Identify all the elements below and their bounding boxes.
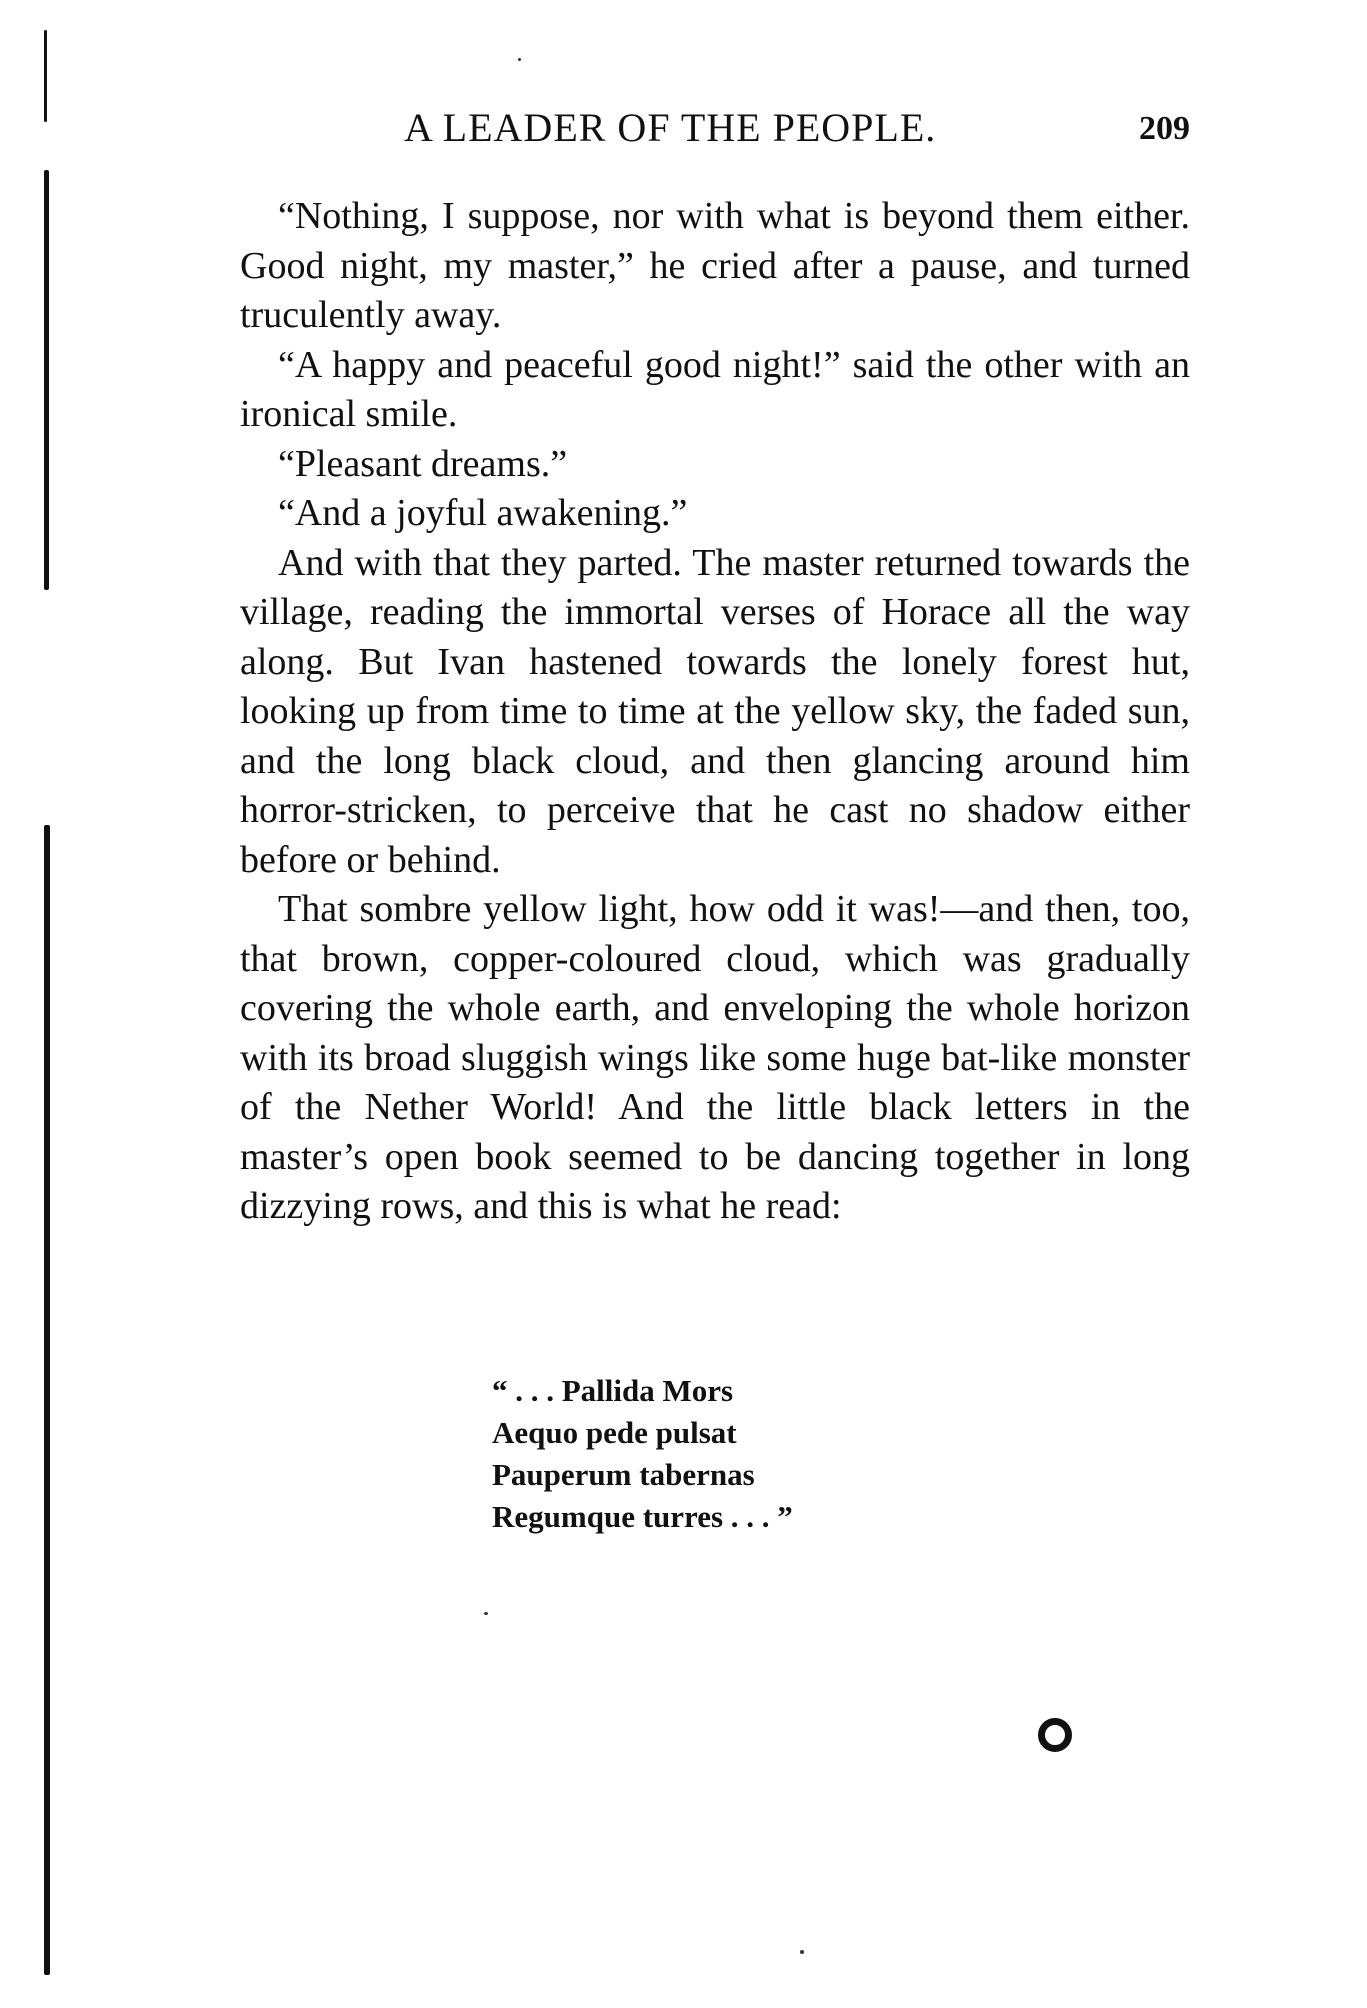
paragraph: “Nothing, I suppose, nor with what is beyond them either. Good night, my master,” he cried after a pause, and turned truculently away. [240, 195, 1190, 336]
scan-speck [484, 1612, 488, 1615]
poem-line: Pauperum tabernas [492, 1457, 755, 1492]
scan-edge-mark [44, 170, 49, 590]
running-title: A LEADER OF THE PEOPLE. [404, 105, 937, 150]
scan-edge-mark [44, 825, 50, 1975]
scan-speck [800, 1950, 804, 1954]
paragraph: And with that they parted. The master returned towards the village, reading the immortal verses of Horace all the way along. But Ivan hastened towards the lonely forest hut, looking up from time to time at the yellow sky, the faded sun, and the long black cloud, and then glancing around him horror-stricken, to perceive that he cast no shadow either before or behind. [240, 541, 1190, 881]
poem-line: Aequo pede pulsat [492, 1415, 737, 1450]
poem-line: Regumque turres . . . ” [492, 1499, 793, 1534]
body-text [240, 192, 1190, 1232]
paragraph: “Pleasant dreams.” [278, 442, 568, 485]
scan-speck [518, 58, 521, 61]
paragraph: “A happy and peaceful good night!” said the other with an ironical smile. [240, 343, 1190, 435]
paragraph: “And a joyful awakening.” [278, 492, 688, 534]
page-header [240, 104, 1190, 160]
poem-line: “ . . . Pallida Mors [492, 1373, 734, 1408]
paragraph: That sombre yellow light, how odd it was!—and then, too, that brown, copper-coloured cloud, which was gradually covering the whole earth, and enveloping the whole horizon with its broad sluggish wings like some huge bat-like monster of the Nether World! And the little black letters in the master’s open book seemed to be dancing together in long dizzying rows, and this is what he read: [240, 888, 1190, 1227]
latin-quotation [492, 1370, 793, 1538]
page-number: 209 [1139, 110, 1190, 147]
printer-mark-icon [1038, 1718, 1072, 1752]
scan-edge-mark [44, 30, 47, 122]
